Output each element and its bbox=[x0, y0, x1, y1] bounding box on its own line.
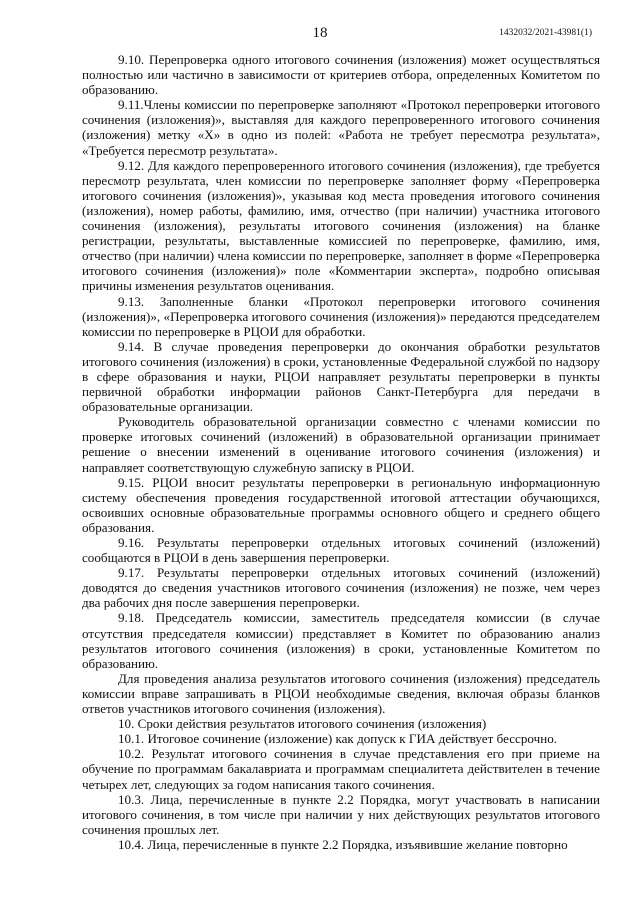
paragraph-10-3: 10.3. Лица, перечисленные в пункте 2.2 Порядка, могут участвовать в написании итогового сочинения, в том числе при наличии у них действующих результатов итогового сочинения прошлых лет. bbox=[82, 791, 600, 837]
paragraph-head-of-organization: Руководитель образовательной организации совместно с членами комиссии по проверке итоговых сочинений (изложений) в образовательной организации принимает решение о внесении изменений в оценивание итогового сочинения (изложения) и направляет соответствующую служебную записку в РЦОИ. bbox=[82, 414, 600, 475]
paragraph-10-2: 10.2. Результат итогового сочинения в случае представления его при приеме на обучение по программам бакалавриата и программам специалитета действителен в течение четырех лет, следующих за годом написания такого сочинения. bbox=[82, 746, 600, 792]
paragraph-9-15: 9.15. РЦОИ вносит результаты перепроверки в региональную информационную систему обеспечения проведения государственной итоговой аттестации обучающихся, освоивших основные образовательные программы основного общего и среднего общего образования. bbox=[82, 474, 600, 535]
paragraph-10-4: 10.4. Лица, перечисленные в пункте 2.2 Порядка, изъявившие желание повторно bbox=[118, 836, 568, 852]
document-body bbox=[82, 52, 600, 852]
paragraph-10-1: 10.1. Итоговое сочинение (изложение) как допуск к ГИА действует бессрочно. bbox=[118, 731, 558, 747]
paragraph-9-17: 9.17. Результаты перепроверки отдельных итоговых сочинений (изложений) доводятся до сведения участников итогового сочинения (изложения) не позже, чем через два рабочих дня после завершения перепроверки. bbox=[82, 565, 600, 611]
paragraph-9-10: 9.10. Перепроверка одного итогового сочинения (изложения) может осуществляться полностью или частично в зависимости от критериев отбора, определенных Комитетом по образованию. bbox=[82, 52, 600, 98]
paragraph-9-16: 9.16. Результаты перепроверки отдельных итоговых сочинений (изложений) сообщаются в РЦОИ в день завершения перепроверки. bbox=[82, 535, 600, 566]
paragraph-9-14: 9.14. В случае проведения перепроверки до окончания обработки результатов итогового сочинения (изложения) в сроки, установленные Федеральной службой по надзору в сфере образования и науки, РЦОИ направляет результаты перепроверки в пункты первичной обработки информации районов Санкт-Петербурга для передачи в образовательные организации. bbox=[82, 338, 600, 415]
paragraph-9-11: 9.11.Члены комиссии по перепроверке заполняют «Протокол перепроверки итогового сочинения (изложения)», выставляя для каждого перепроверенного итогового сочинения (изложения) метку «X» в одно из полей: «Работа не требует пересмотра результата», «Требуется пересмотр результата». bbox=[82, 97, 600, 158]
paragraph-9-12: 9.12. Для каждого перепроверенного итогового сочинения (изложения), где требуется пересмотр результата, член комиссии по перепроверке заполняет форму «Перепроверка итогового сочинения (изложения)», указывая код места проведения итогового сочинения (изложения), номер работы, фамилию, имя, отчество (при наличии) участника итогового сочинения (изложения), результаты итогового сочинения (изложения) на бланке регистрации, результаты, выставленные комиссией по перепроверке, фамилию, имя, отчество (при наличии) члена комиссии по перепроверке, заполняет в форме «Перепроверка итогового сочинения (изложения)» поле «Комментарии эксперта», подробно описывая причины изменения результатов оценивания. bbox=[82, 157, 600, 294]
paragraph-analysis: Для проведения анализа результатов итогового сочинения (изложения) председатель комиссии вправе запрашивать в РЦОИ необходимые сведения, включая образы бланков ответов участников итогового сочинения (изложения). bbox=[82, 670, 600, 717]
paragraph-9-13: 9.13. Заполненные бланки «Протокол перепроверки итогового сочинения (изложения)», «Перепроверка итогового сочинения (изложения)» передаются председателем комиссии по перепроверке в РЦОИ для обработки. bbox=[82, 293, 600, 339]
document-id: 1432032/2021-43981(1) bbox=[499, 28, 592, 38]
page-number: 18 bbox=[312, 25, 328, 41]
section-10-heading: 10. Сроки действия результатов итогового сочинения (изложения) bbox=[118, 716, 487, 732]
paragraph-9-18: 9.18. Председатель комиссии, заместитель председателя комиссии (в случае отсутствия председателя комиссии) представляет в Комитет по образованию анализ результатов итогового сочинения (изложения) в сроки, установленные Комитетом по образованию. bbox=[82, 610, 600, 671]
